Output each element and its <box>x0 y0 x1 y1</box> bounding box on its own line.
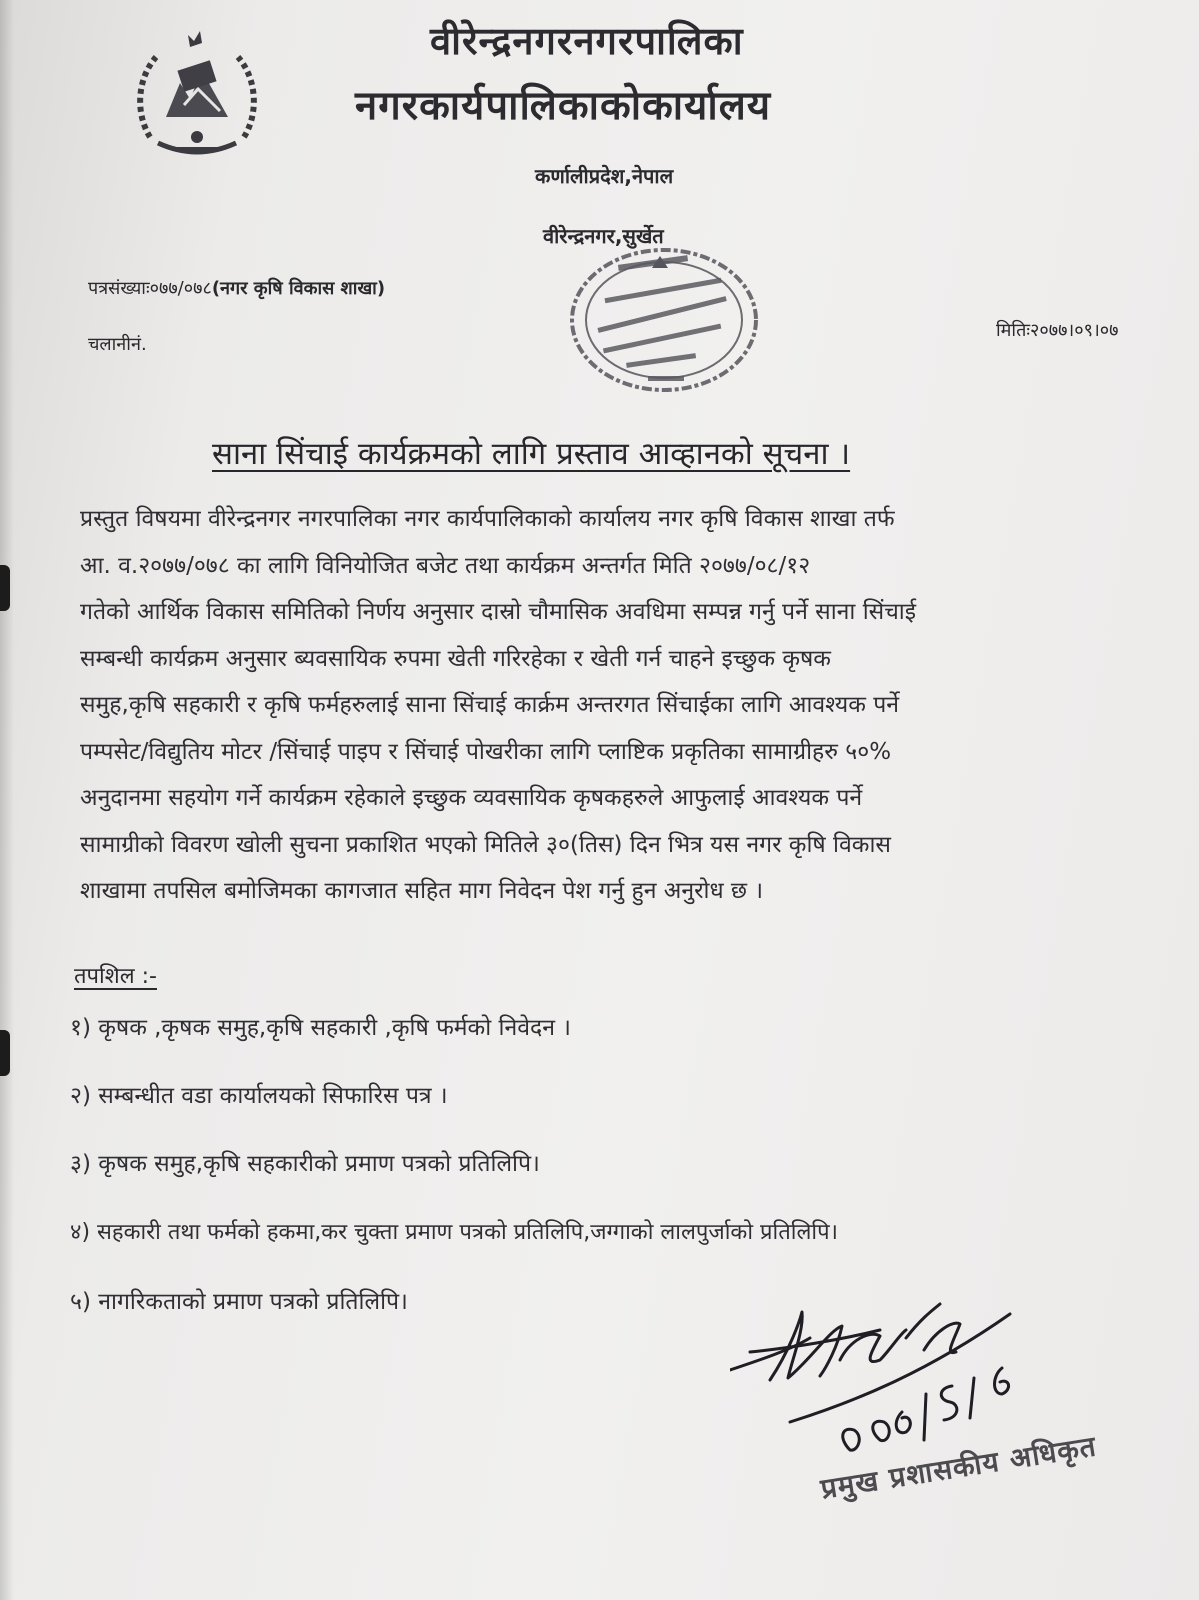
details-heading: तपशिल :- <box>74 964 157 989</box>
details-item: १) कृषक ,कृषक समुह,कृषि सहकारी ,कृषि फर्मको निवेदन । <box>70 1015 572 1041</box>
province-name: कर्णालीप्रदेश,नेपाल <box>535 164 674 188</box>
body-line: प्रस्तुत विषयमा वीरेन्द्रनगर नगरपालिका नगर कार्यपालिकाको कार्यालय नगर कृषि विकास शाखा तर्फ <box>80 506 895 532</box>
details-item: ४) सहकारी तथा फर्मको हकमा,कर चुक्ता प्रमाण पत्रको प्रतिलिपि,जग्गाको लालपुर्जाको प्रतिलिपि। <box>70 1220 838 1245</box>
body-line: गतेको आर्थिक विकास समितिको निर्णय अनुसार दास्रो चौमासिक अवधिमा सम्पन्न गर्नु पर्ने साना सिंचाई <box>80 599 917 625</box>
letter-date: मितिः२०७७।०९।०७ <box>996 320 1119 341</box>
body-line: शाखामा तपसिल बमोजिमका कागजात सहित माग निवेदन पेश गर्नु हुन अनुरोध छ । <box>80 878 764 904</box>
office-location: वीरेन्द्रनगर,सुर्खेत <box>543 224 664 248</box>
body-line: अनुदानमा सहयोग गर्ने कार्यक्रम रहेकाले इच्छुक व्यवसायिक कृषकहरुले आफुलाई आवश्यक पर्ने <box>80 785 863 811</box>
binder-clip-bottom <box>0 1030 10 1076</box>
body-line: आ. व.२०७७/०७८ का लागि विनियोजित बजेट तथा कार्यक्रम अन्तर्गत मिति २०७७/०८/१२ <box>80 552 811 579</box>
office-name: नगरकार्यपालिकाकोकार्यालय <box>355 83 772 129</box>
notice-body <box>80 496 1180 915</box>
reference-number-label: पत्रसंख्याः०७७/०७८ <box>88 278 212 299</box>
designation-stamp: प्रमुख प्रशासकीय अधिकृत <box>818 1429 1099 1506</box>
reference-branch: (नगर कृषि विकास शाखा) <box>211 278 386 299</box>
body-line: पम्पसेट/विद्युतिय मोटर /सिंचाई पाइप र सिंचाई पोखरीका लागि प्लाष्टिक प्रकृतिका सामाग्रीहरु ५०% <box>80 738 892 765</box>
notice-subject: साना सिंचाई कार्यक्रमको लागि प्रस्ताव आव्हानको सूचना । <box>212 436 851 472</box>
details-item: ३) कृषक समुह,कृषि सहकारीको प्रमाण पत्रको प्रतिलिपि। <box>70 1151 540 1177</box>
body-line: सम्बन्धी कार्यक्रम अनुसार ब्यवसायिक रुपमा खेती गरिरहेका र खेती गर्न चाहने इच्छुक कृषक <box>80 645 831 672</box>
binder-clip-top <box>0 565 10 611</box>
dispatch-number: चलानीनं. <box>88 334 147 355</box>
nepal-emblem-icon <box>128 25 266 163</box>
municipality-name: वीरेन्द्रनगरनगरपालिका <box>430 19 744 63</box>
body-line: समुह,कृषि सहकारी र कृषि फर्महरुलाई साना सिंचाई कार्क्रम अन्तरगत सिंचाईका लागि आवश्यक पर्ने <box>80 692 900 718</box>
body-line: सामाग्रीको विवरण खोली सुचना प्रकाशित भएको मितिले ३०(तिस) दिन भित्र यस नगर कृषि विकास <box>80 831 891 858</box>
office-seal-stamp <box>556 238 766 408</box>
reference-number <box>88 276 385 300</box>
details-item: २) सम्बन्धीत वडा कार्यालयको सिफारिस पत्र । <box>70 1083 448 1109</box>
details-item: ५) नागरिकताको प्रमाण पत्रको प्रतिलिपि। <box>70 1289 408 1315</box>
page-edge-shadow <box>0 0 14 1600</box>
